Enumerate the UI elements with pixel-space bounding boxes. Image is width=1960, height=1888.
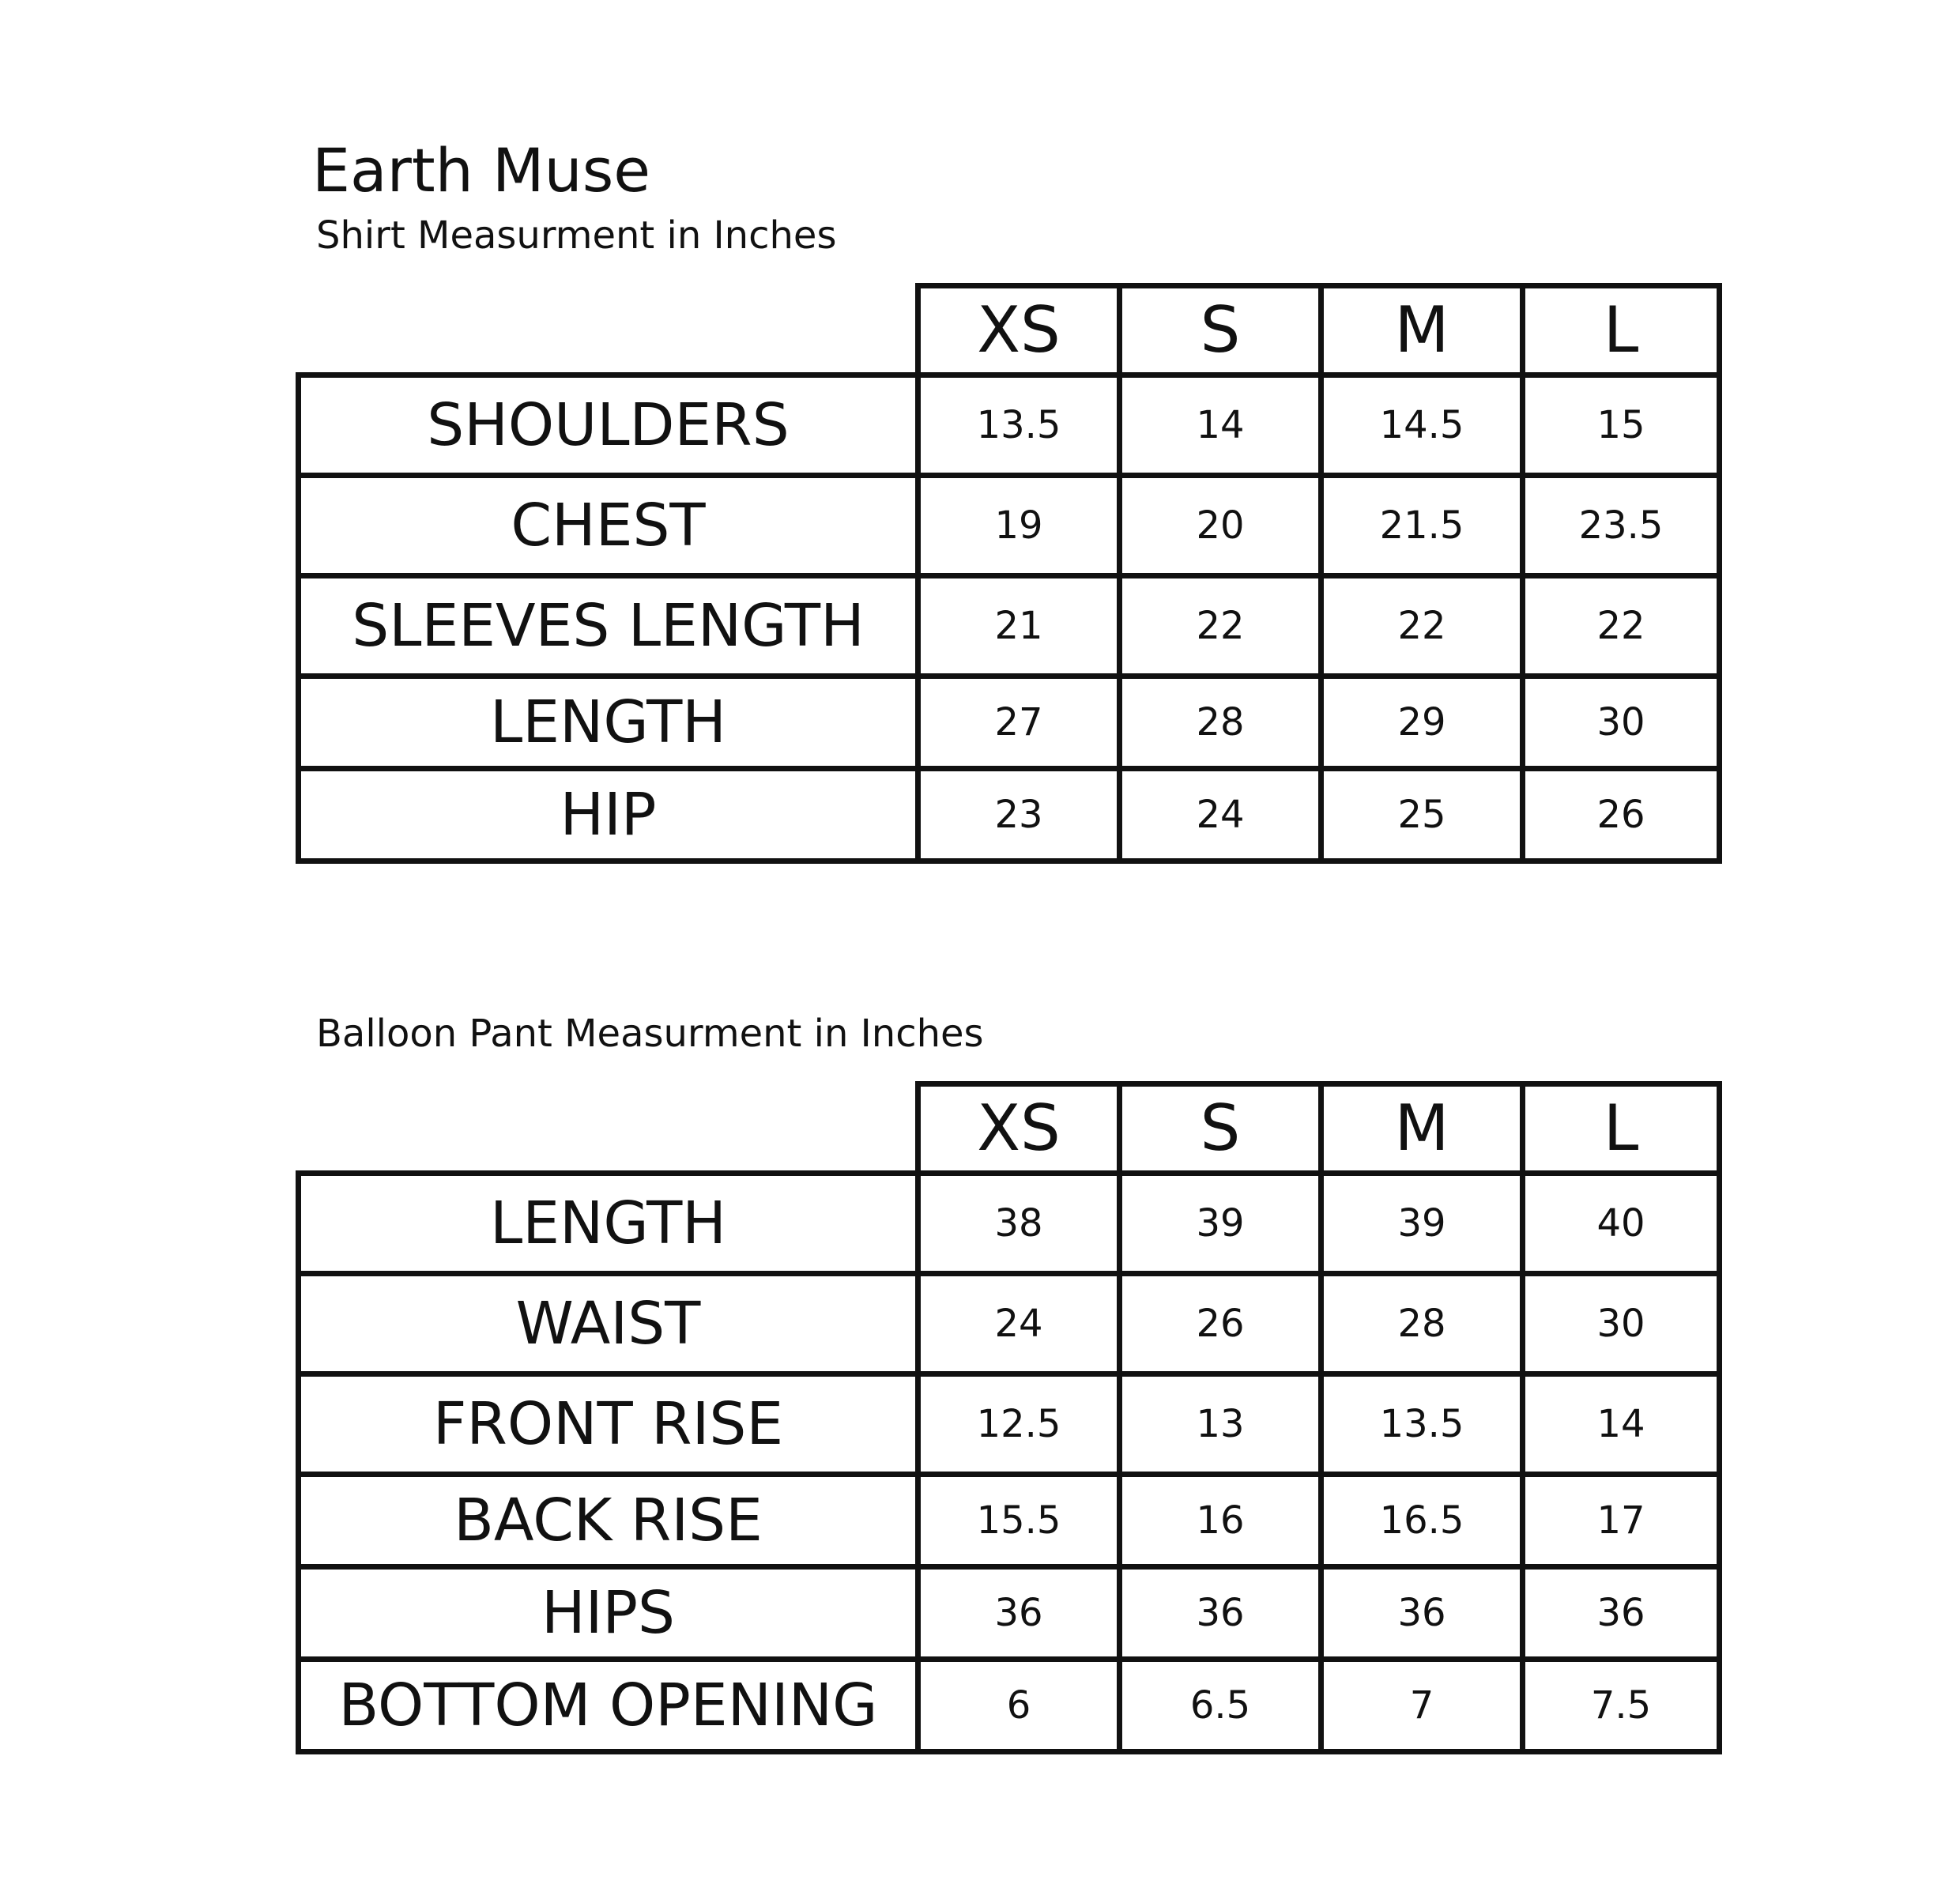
measurement-value: 13.5	[915, 372, 1122, 478]
measurement-value: 40	[1520, 1170, 1722, 1276]
shirt-measurement-table	[296, 372, 1717, 858]
measurement-label: SHOULDERS	[296, 372, 921, 478]
measurement-value: 28	[1318, 1271, 1525, 1377]
measurement-value: 15	[1520, 372, 1722, 478]
measurement-value: 29	[1318, 673, 1525, 771]
measurement-value: 27	[915, 673, 1122, 771]
pant-size-header	[915, 1081, 1717, 1176]
measurement-value: 28	[1117, 673, 1324, 771]
measurement-label: SLEEVES LENGTH	[296, 573, 921, 679]
measurement-value: 14.5	[1318, 372, 1525, 478]
table-row	[296, 766, 1717, 864]
size-header-m: M	[1318, 283, 1525, 378]
table-row	[296, 1371, 1717, 1477]
size-header-xs: XS	[915, 283, 1122, 378]
measurement-value: 30	[1520, 673, 1722, 771]
pant-measurement-table	[296, 1170, 1717, 1749]
table-row	[296, 1271, 1717, 1377]
measurement-value: 17	[1520, 1472, 1722, 1570]
shirt-size-header	[915, 283, 1717, 378]
measurement-value: 22	[1318, 573, 1525, 679]
measurement-label: FRONT RISE	[296, 1371, 921, 1477]
measurement-value: 7.5	[1520, 1656, 1722, 1754]
table-row	[296, 473, 1717, 578]
measurement-label: LENGTH	[296, 1170, 921, 1276]
measurement-value: 16	[1117, 1472, 1324, 1570]
table-row	[296, 673, 1717, 771]
measurement-value: 6.5	[1117, 1656, 1324, 1754]
size-header-l: L	[1520, 283, 1722, 378]
measurement-label: WAIST	[296, 1271, 921, 1377]
measurement-value: 26	[1520, 766, 1722, 864]
measurement-value: 16.5	[1318, 1472, 1525, 1570]
measurement-label: BOTTOM OPENING	[296, 1656, 921, 1754]
measurement-value: 36	[1520, 1564, 1722, 1662]
measurement-value: 38	[915, 1170, 1122, 1276]
measurement-value: 39	[1318, 1170, 1525, 1276]
measurement-value: 36	[1117, 1564, 1324, 1662]
measurement-value: 24	[915, 1271, 1122, 1377]
measurement-label: BACK RISE	[296, 1472, 921, 1570]
shirt-chart-subtitle: Shirt Measurment in Inches	[316, 213, 837, 258]
size-header-s: S	[1117, 1081, 1324, 1176]
measurement-value: 22	[1520, 573, 1722, 679]
measurement-value: 13	[1117, 1371, 1324, 1477]
table-row	[296, 1656, 1717, 1754]
measurement-value: 24	[1117, 766, 1324, 864]
table-row	[296, 372, 1717, 478]
size-header-s: S	[1117, 283, 1324, 378]
measurement-value: 36	[1318, 1564, 1525, 1662]
measurement-value: 20	[1117, 473, 1324, 578]
size-header-m: M	[1318, 1081, 1525, 1176]
measurement-value: 23	[915, 766, 1122, 864]
size-header-l: L	[1520, 1081, 1722, 1176]
table-row	[296, 1564, 1717, 1662]
table-row	[296, 1170, 1717, 1276]
measurement-value: 36	[915, 1564, 1122, 1662]
measurement-value: 22	[1117, 573, 1324, 679]
table-row	[296, 1472, 1717, 1570]
measurement-value: 23.5	[1520, 473, 1722, 578]
measurement-value: 7	[1318, 1656, 1525, 1754]
size-header-xs: XS	[915, 1081, 1122, 1176]
measurement-label: CHEST	[296, 473, 921, 578]
measurement-value: 12.5	[915, 1371, 1122, 1477]
measurement-value: 39	[1117, 1170, 1324, 1276]
measurement-value: 15.5	[915, 1472, 1122, 1570]
measurement-value: 21.5	[1318, 473, 1525, 578]
brand-title: Earth Muse	[312, 135, 651, 205]
measurement-value: 13.5	[1318, 1371, 1525, 1477]
table-row	[296, 573, 1717, 679]
measurement-value: 19	[915, 473, 1122, 578]
measurement-value: 21	[915, 573, 1122, 679]
measurement-label: LENGTH	[296, 673, 921, 771]
measurement-value: 25	[1318, 766, 1525, 864]
measurement-value: 14	[1117, 372, 1324, 478]
measurement-value: 6	[915, 1656, 1122, 1754]
pant-chart-subtitle: Balloon Pant Measurment in Inches	[316, 1012, 984, 1056]
measurement-value: 30	[1520, 1271, 1722, 1377]
measurement-label: HIP	[296, 766, 921, 864]
measurement-value: 14	[1520, 1371, 1722, 1477]
measurement-label: HIPS	[296, 1564, 921, 1662]
measurement-value: 26	[1117, 1271, 1324, 1377]
